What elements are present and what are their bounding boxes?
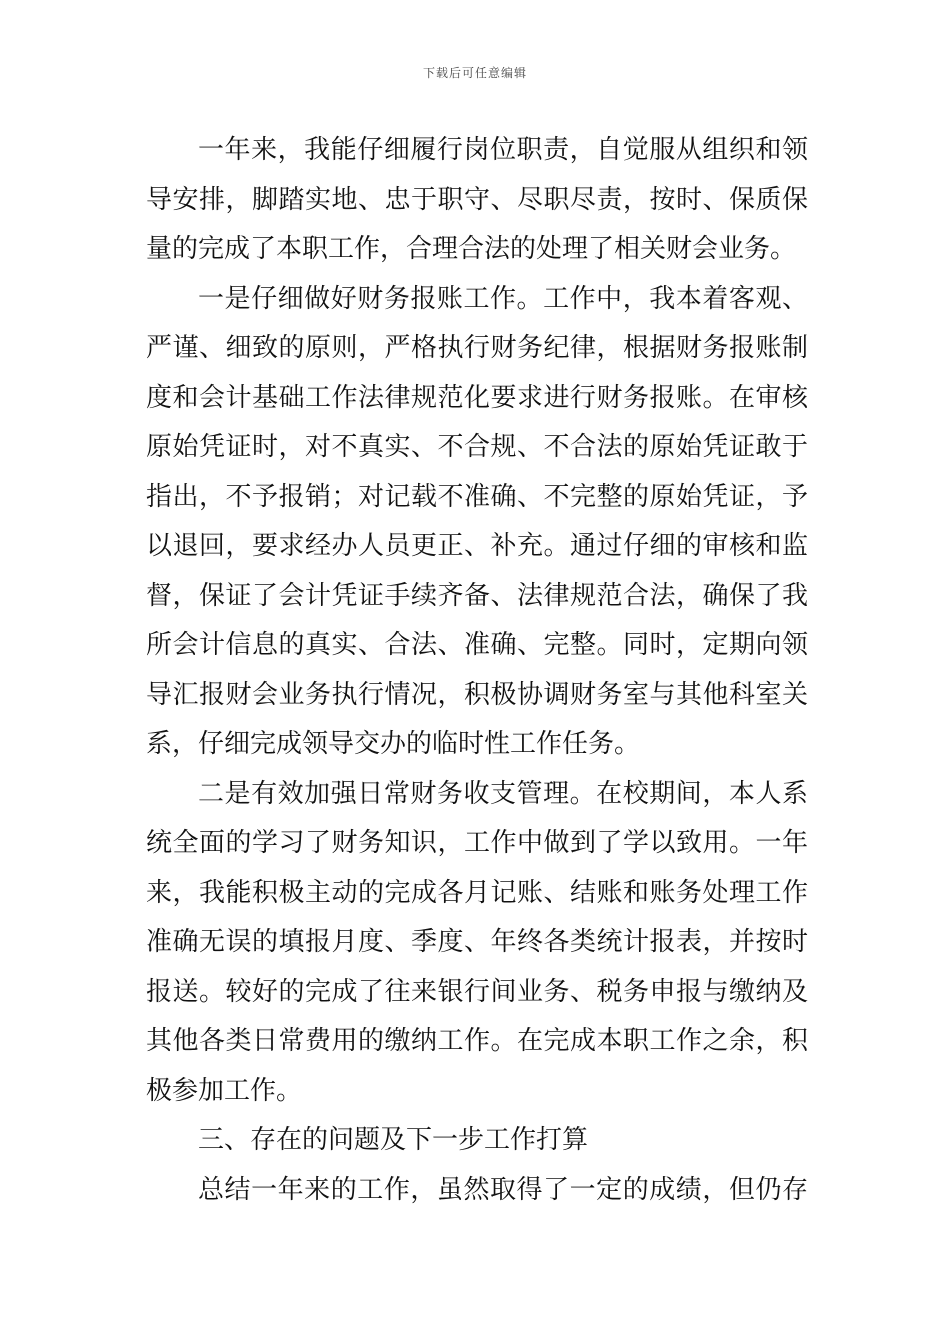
text-line: 三、存在的问题及下一步工作打算 — [198, 1125, 589, 1155]
text-line: 二是有效加强日常财务收支管理。在校期间，本人系 — [198, 778, 808, 809]
text-line: 其他各类日常费用的缴纳工作。在完成本职工作之余，积 — [146, 1026, 808, 1056]
text-line: 一年来，我能仔细履行岗位职责，自觉服从组织和领 — [198, 135, 808, 165]
text-line: 系，仔细完成领导交办的临时性工作任务。 — [146, 729, 641, 759]
text-line: 来，我能积极主动的完成各月记账、结账和账务处理工作 — [146, 877, 808, 908]
text-line: 所会计信息的真实、合法、准确、完整。同时，定期向领 — [146, 630, 808, 660]
text-line: 一是仔细做好财务报账工作。工作中，我本着客观、 — [198, 283, 808, 314]
text-line: 度和会计基础工作法律规范化要求进行财务报账。在审核 — [146, 382, 808, 413]
page-header-note: 下载后可任意编辑 — [422, 66, 527, 80]
text-line: 导安排，脚踏实地、忠于职守、尽职尽责，按时、保质保 — [146, 184, 808, 215]
text-line: 报送。较好的完成了往来银行间业务、税务申报与缴纳及 — [146, 976, 808, 1007]
text-line: 指出，不予报销；对记载不准确、不完整的原始凭证，予 — [146, 481, 808, 512]
text-line: 量的完成了本职工作，合理合法的处理了相关财会业务。 — [146, 234, 797, 264]
text-line: 原始凭证时，对不真实、不合规、不合法的原始凭证敢于 — [146, 432, 808, 462]
text-line: 以退回，要求经办人员更正、补充。通过仔细的审核和监 — [146, 531, 808, 561]
text-line: 督，保证了会计凭证手续齐备、法律规范合法，确保了我 — [146, 580, 808, 611]
text-line: 准确无误的填报月度、季度、年终各类统计报表，并按时 — [146, 927, 808, 957]
document-body — [146, 126, 808, 1215]
text-line: 极参加工作。 — [146, 1075, 303, 1106]
text-line: 统全面的学习了财务知识，工作中做到了学以致用。一年 — [146, 828, 808, 858]
text-line: 总结一年来的工作，虽然取得了一定的成绩，但仍存 — [198, 1174, 808, 1205]
text-line: 导汇报财会业务执行情况，积极协调财务室与其他科室关 — [146, 679, 808, 710]
text-line: 严谨、细致的原则，严格执行财务纪律，根据财务报账制 — [146, 333, 808, 363]
